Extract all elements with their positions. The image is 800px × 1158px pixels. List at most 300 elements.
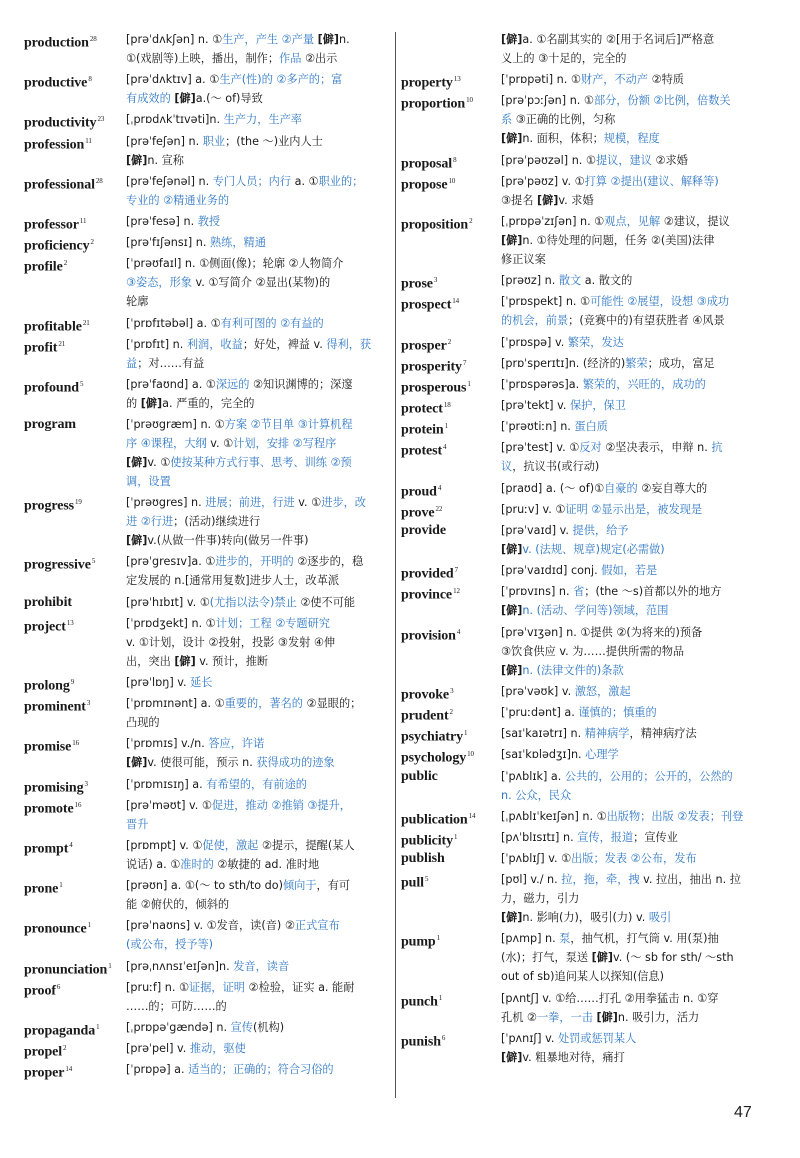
highlighted-definition: 财产，不动产 [580, 73, 649, 87]
definition-text: 凸现的 [126, 716, 160, 730]
highlighted-definition: 职业 [202, 134, 226, 148]
headword [401, 212, 473, 235]
dictionary-entry [401, 292, 771, 330]
highlighted-definition: 发音，读音 [233, 959, 290, 973]
frequency-count: 19 [75, 498, 82, 507]
definition-text: ，抗议书(或行动) [512, 460, 600, 474]
headword-text: publication [401, 812, 468, 828]
headword-text: property [401, 75, 453, 91]
headword-text: proof [24, 983, 56, 999]
definition-text: 孔机 ② [501, 1010, 537, 1024]
frequency-count: 16 [72, 739, 80, 748]
highlighted-definition: 宣传，报道 [577, 830, 634, 844]
highlighted-definition: 谨慎的；慎重的 [578, 705, 657, 719]
frequency-count: 1 [454, 832, 458, 841]
dictionary-entry [24, 132, 396, 170]
frequency-count: 10 [467, 750, 474, 759]
frequency-count: 22 [435, 504, 443, 513]
headword [24, 375, 83, 398]
definition-text: [ˈprɒvɪns] n. [501, 585, 574, 599]
rare-sense-marker: [僻] [140, 396, 163, 410]
definition [126, 673, 396, 692]
frequency-count: 1 [87, 921, 92, 930]
headword [401, 849, 445, 868]
headword-text: propel [24, 1044, 63, 1060]
page-number: 47 [734, 1104, 752, 1121]
highlighted-definition: 提供，给予 [572, 524, 629, 537]
definition [126, 916, 396, 954]
definition [501, 375, 771, 394]
highlighted-definition: 推动，驱使 [189, 1042, 246, 1056]
definition-text: [pʌntʃ] v. ①给……打孔 ②用拳猛击 n. ①穿 [501, 991, 719, 1005]
definition [126, 70, 396, 108]
highlighted-definition: 提议，建议 [595, 153, 652, 167]
frequency-count: 3 [86, 699, 91, 708]
headword [24, 796, 81, 819]
definition-text: [prəˌnʌnsɪˈeɪʃən]n. [126, 959, 234, 973]
highlighted-definition: 计划；工程 ②专题研究 [215, 616, 330, 630]
definition-text: ②建议，提议 [660, 214, 730, 228]
headword-text: provide [401, 523, 446, 538]
definition-text: ②出示 [301, 52, 338, 65]
definition-text: v. 预计，推断 [195, 654, 269, 668]
dictionary-entry [401, 396, 771, 415]
definition [126, 132, 396, 170]
definition [501, 271, 771, 290]
headword [401, 561, 458, 584]
headword [401, 1029, 445, 1052]
definition [501, 767, 771, 805]
highlighted-definition: 繁荣 [625, 356, 648, 370]
frequency-count: 2 [90, 238, 94, 247]
definition [501, 333, 771, 352]
definition-text: 的 [126, 396, 141, 410]
headword-text: proportion [401, 97, 466, 113]
headword [24, 614, 74, 637]
definition-text: [pruːv] v. ① [501, 502, 566, 516]
definition [501, 582, 771, 620]
highlighted-definition: 序 ④课程，大纲 [126, 437, 207, 451]
definition-text: ，精神病疗法 [629, 727, 697, 741]
dictionary-entry [24, 1039, 396, 1058]
headword-text: prosperity [401, 359, 462, 375]
definition-text: [ˈprɒfɪt] n. [126, 337, 187, 351]
definition [126, 254, 396, 311]
dictionary-entry [401, 745, 771, 764]
dictionary-entry [24, 614, 396, 671]
headword-text: provision [401, 628, 456, 644]
headword [24, 876, 63, 899]
highlighted-definition: 反对 [579, 441, 602, 455]
rare-sense-marker: [僻] [501, 233, 523, 247]
definition-text: ②提示，提醒(某人 [258, 838, 355, 852]
definition [501, 682, 771, 701]
headword-text: productive [24, 75, 88, 91]
definition-text: [ˌprɒpəˈgændə] n. [126, 1020, 231, 1034]
definition-text: a. ①名副其实的 ②[用于名词后]严格意 [522, 33, 715, 46]
definition-text: ③提名 [501, 193, 537, 207]
headword-text: project [24, 619, 66, 635]
definition-text: n. ①待处理的问题，任务 ②(美国)法律 [522, 233, 715, 247]
headword [24, 593, 72, 612]
headword-text: public [401, 768, 438, 784]
headword [24, 978, 60, 1001]
definition-text: [prəˈdʌktɪv] a. ① [126, 73, 220, 87]
definition-text: [prɒˈsperɪtɪ]n. (经济的) [501, 356, 626, 370]
highlighted-definition: 省 [573, 585, 585, 599]
headword-text: promising [24, 780, 84, 796]
headword-text: promise [24, 740, 72, 756]
definition [126, 978, 396, 1016]
dictionary-entry [401, 1029, 771, 1067]
headword-text: proficiency [24, 238, 90, 254]
dictionary-entry [401, 333, 771, 352]
headword [401, 703, 453, 726]
dictionary-entry [401, 582, 771, 620]
definition-text: v. ①写简介 ②显出(某物)的 [191, 276, 331, 290]
headword-text: profit [24, 340, 58, 356]
definition [126, 493, 396, 550]
headword-text: punish [401, 1034, 441, 1050]
highlighted-definition: 正式宣布 [294, 919, 340, 933]
dictionary-entry [401, 870, 771, 927]
definition [126, 796, 396, 834]
frequency-count: 4 [437, 483, 442, 492]
headword-text: publicity [401, 833, 454, 849]
headword-text: prove [401, 505, 435, 521]
definition [501, 623, 771, 680]
highlighted-definition: 方案 ②节目单 ③计算机程 [224, 418, 353, 432]
definition [126, 836, 396, 874]
definition-text: ②知识渊博的；深邃 [249, 377, 353, 391]
highlighted-definition: 散文 [558, 274, 582, 288]
definition-text: [ˈprɒspərəs]a. [501, 377, 583, 391]
definition-text: [prəˈfesə] n. [126, 214, 198, 228]
headword [401, 807, 475, 830]
headword-text: prospect [401, 297, 452, 313]
highlighted-definition: 出版；发表 ②公布，发布 [571, 852, 697, 866]
headword-text: psychology [401, 750, 467, 766]
headword-text: progress [24, 498, 75, 514]
dictionary-entry [401, 70, 771, 89]
highlighted-definition: 调，设置 [126, 475, 171, 489]
headword-text: protest [401, 444, 443, 460]
definition [501, 745, 771, 764]
frequency-count: 3 [433, 276, 438, 285]
definition [501, 354, 771, 373]
headword [401, 521, 446, 540]
frequency-count: 28 [89, 35, 97, 43]
definition [126, 335, 396, 373]
frequency-count: 6 [441, 1033, 446, 1042]
headword [401, 767, 438, 786]
highlighted-definition: 规模，程度 [603, 132, 660, 146]
definition [501, 438, 771, 476]
rare-sense-marker: [僻] [596, 1010, 618, 1024]
definition [501, 396, 771, 415]
highlighted-definition: n. (活动、学问等)领域，范围 [522, 604, 669, 618]
highlighted-definition: 拉，拖，牵，拽 [561, 873, 640, 887]
definition [501, 929, 771, 986]
frequency-count: 10 [466, 96, 473, 105]
highlighted-definition: 吸引 [648, 911, 672, 925]
headword [401, 623, 460, 646]
dictionary-entry [24, 673, 396, 692]
definition-text: [ˈprɒspə] v. [501, 335, 568, 349]
definition [126, 1039, 396, 1058]
frequency-count: 2 [63, 259, 68, 268]
frequency-count: 12 [453, 587, 460, 596]
highlighted-definition: 专业的 ②精通业务的 [126, 193, 230, 207]
frequency-count: 2 [469, 216, 473, 225]
frequency-count: 18 [443, 401, 451, 410]
headword-text: protect [401, 401, 443, 417]
highlighted-definition: 利润，收益 [186, 337, 243, 351]
right-column [401, 30, 771, 1069]
headword-text: psychiatry [401, 729, 464, 745]
dictionary-entry [401, 354, 771, 373]
headword [401, 500, 442, 523]
definition [501, 703, 771, 722]
definition-text: [prəˈpəʊzəl] n. ① [501, 153, 596, 167]
headword-text: pump [401, 935, 436, 951]
frequency-count: 4 [69, 840, 73, 849]
frequency-count: 4 [456, 627, 461, 636]
definition-text: v. ①计划，设计 ②投射，投影 ③发射 ④伸 [126, 635, 336, 649]
headword [401, 828, 457, 851]
rare-sense-marker: [僻] [126, 456, 148, 470]
definition-text: [prəˈfaʊnd] a. ① [126, 377, 216, 391]
highlighted-definition: 计划，安排 ②写程序 [233, 437, 337, 451]
dictionary-entry [24, 212, 396, 231]
definition-text: [pʊl] v./ n. [501, 873, 562, 887]
frequency-count: 6 [56, 982, 61, 991]
dictionary-entry [24, 254, 396, 311]
definition-text: out of sb)追问某人以探知(信息) [501, 970, 664, 984]
dictionary-entry [24, 335, 396, 373]
dictionary-entry [24, 233, 396, 252]
dictionary-entry [401, 521, 771, 559]
highlighted-definition: 证据，证明 [189, 980, 245, 994]
definition-text: [prəˈvaɪd] v. [501, 524, 573, 537]
headword-text: publish [401, 851, 445, 867]
definition-text: a. 散文的 [581, 274, 633, 288]
frequency-count: 1 [96, 1022, 100, 1031]
headword-text: prosper [401, 338, 447, 354]
frequency-count: 14 [65, 1065, 73, 1074]
frequency-count: 1 [464, 729, 468, 738]
frequency-count: 7 [454, 566, 459, 575]
highlighted-definition: 保护，保卫 [569, 399, 626, 413]
definition-text: ；对……有益 [137, 356, 205, 370]
definition [126, 552, 396, 590]
definition-text: n. 吸引力，活力 [617, 1010, 700, 1024]
headword [24, 775, 88, 798]
definition-text: v. 粗暴地对待，痛打 [522, 1050, 625, 1064]
headword [401, 929, 440, 952]
highlighted-definition: n. 公众，民众 [501, 788, 572, 802]
dictionary-entry [401, 724, 771, 743]
headword [24, 233, 94, 256]
headword [24, 415, 76, 434]
definition-text: [prɒmpt] v. ① [126, 838, 203, 852]
definition [126, 593, 396, 612]
frequency-count: 1 [59, 881, 63, 890]
headword-text: proud [401, 484, 437, 500]
definition-text: ②求婚 [651, 153, 688, 167]
definition [501, 870, 771, 927]
definition [501, 807, 771, 826]
headword-text: profitable [24, 319, 82, 335]
dictionary-entry [401, 682, 771, 701]
definition-text: [ˌpʌblɪˈkeɪʃən] n. ① [501, 809, 607, 823]
definition-text: ②显眼的； [303, 697, 362, 711]
definition-text: [prəˈfɪʃənsɪ] n. [126, 236, 210, 250]
definition-text: 力，磁力，引力 [501, 892, 580, 906]
definition-text: [prəˈvəʊk] v. [501, 684, 575, 698]
highlighted-definition: 公共的，公用的；公开的，公然的 [564, 769, 733, 783]
definition-text: v. ① [294, 496, 322, 510]
definition [501, 561, 771, 580]
definition-text: ；宣传业 [633, 830, 678, 844]
rare-sense-marker: [僻] [501, 33, 523, 46]
headword-text: pull [401, 875, 424, 891]
definition-text: 轮廓 [126, 295, 149, 309]
definition [126, 734, 396, 772]
definition-text: [prəˈlɒŋ] v. [126, 676, 191, 689]
definition-text: [prəˈvaɪdɪd] conj. [501, 564, 602, 578]
headword [24, 836, 73, 859]
headword [24, 957, 112, 980]
definition-text: [prəˈpɔːʃən] n. ① [501, 94, 594, 108]
headword-text: prominent [24, 699, 86, 715]
definition-text: (水)；打气，泵送 [501, 951, 592, 965]
headword [24, 734, 79, 757]
dictionary-entry [401, 703, 771, 722]
headword-text: provided [401, 566, 454, 582]
definition-text: [prəˈpəʊz] v. ① [501, 174, 585, 188]
headword [401, 396, 451, 419]
frequency-count: 13 [453, 75, 461, 84]
highlighted-definition: 进 ②行进 [126, 515, 174, 529]
highlighted-definition: 适当的；正确的；符合习俗的 [188, 1063, 334, 1077]
frequency-count: 9 [70, 678, 75, 686]
dictionary-entry [24, 493, 396, 550]
definition [126, 314, 396, 333]
headword-text: prolong [24, 678, 70, 694]
definition-text: [ˈpʌblɪʃ] v. ① [501, 852, 572, 866]
highlighted-definition: 繁荣，发达 [567, 335, 624, 349]
frequency-count: 1 [436, 934, 441, 943]
highlighted-definition: 教授 [197, 214, 221, 228]
highlighted-definition: 繁荣的，兴旺的，成功的 [582, 377, 706, 391]
dictionary-entry [24, 1060, 396, 1079]
highlighted-definition: 观点，见解 [604, 214, 661, 228]
definition [126, 233, 396, 252]
definition-text: n. 面积，体积； [522, 132, 604, 146]
definition-text: [ˈprɒdʒekt] n. ① [126, 616, 216, 630]
headword-text: profile [24, 259, 63, 275]
rare-sense-marker: [僻] [126, 534, 148, 548]
definition-text: ；好处，裨益 v. [242, 337, 327, 351]
headword-text: pronunciation [24, 962, 108, 978]
dictionary-entry [401, 375, 771, 394]
definition [126, 212, 396, 231]
definition-text: [prəʊn] a. ①(～ to sth/to do) [126, 879, 283, 893]
dictionary-entry [401, 989, 771, 1027]
highlighted-definition: n. (法律文件的)条款 [522, 663, 624, 677]
highlighted-definition: 一拳，一击 [536, 1010, 593, 1024]
dictionary-entry [24, 957, 396, 976]
dictionary-entry [24, 836, 396, 874]
definition-text: [ˌprɒpəˈzɪʃən] n. ① [501, 214, 605, 228]
headword [401, 582, 460, 605]
definition-text: [prəˈtekt] v. [501, 399, 570, 413]
headword-text: production [24, 35, 89, 51]
definition-text: [ˈprɒmɪs] v./n. [126, 737, 209, 751]
definition-text: v. 拉出，抽出 n. 拉 [639, 873, 741, 887]
definition-text: ，抽气机，打气筒 v. 用(泵)抽 [570, 932, 719, 946]
dictionary-entry [24, 694, 396, 732]
definition [501, 500, 771, 519]
headword [401, 417, 448, 440]
highlighted-definition: 宣传 [230, 1020, 253, 1034]
definition-text: [ˈprɒfɪtəbəl] a. ① [126, 316, 221, 330]
highlighted-definition: 晋升 [126, 817, 149, 831]
headword [401, 479, 441, 502]
highlighted-definition: 进步，改 [321, 496, 366, 510]
definition-text: ，有可 [316, 879, 351, 893]
highlighted-definition: 可能性 ②展望，设想 ③成功 [590, 295, 730, 309]
dictionary-entry [401, 30, 771, 68]
frequency-count: 14 [468, 811, 476, 820]
headword-text: progressive [24, 558, 91, 574]
dictionary-entry [24, 916, 396, 954]
frequency-count: 4 [443, 443, 447, 452]
definition-text: [pruːf] n. ① [126, 980, 190, 994]
definition-text: [saɪˈkaɪətrɪ] n. [501, 727, 585, 741]
definition [501, 172, 771, 210]
highlighted-definition: 进步的，开明的 [215, 555, 294, 569]
dictionary-entry [401, 807, 771, 826]
headword [24, 1018, 100, 1041]
frequency-count: 28 [95, 176, 103, 185]
dictionary-entry [401, 151, 771, 170]
highlighted-definition: 进展；前进，行进 [205, 496, 295, 510]
rare-sense-marker: [僻] [501, 543, 523, 556]
headword [24, 70, 92, 93]
highlighted-definition: 抗 [711, 441, 723, 455]
frequency-count: 5 [79, 379, 84, 388]
highlighted-definition: 有成效的 [126, 92, 171, 106]
frequency-count: 13 [66, 618, 74, 627]
definition-text: (机构) [252, 1020, 285, 1034]
dictionary-entry [401, 929, 771, 986]
headword [24, 314, 90, 337]
definition [126, 375, 396, 413]
definition [501, 479, 771, 498]
highlighted-definition: 促使，激起 [202, 838, 259, 852]
definition-text: ②检验，证实 a. 能耐 [244, 980, 355, 994]
rare-sense-marker: [僻] [501, 1050, 523, 1064]
headword [24, 132, 92, 155]
headword [24, 254, 67, 277]
definition-text: [prəˈməʊt] v. ① [126, 798, 212, 812]
definition-text: ②使不可能 [296, 595, 356, 609]
dictionary-entry [401, 438, 771, 476]
definition-text: ②特质 [648, 73, 684, 87]
definition [126, 1018, 396, 1037]
